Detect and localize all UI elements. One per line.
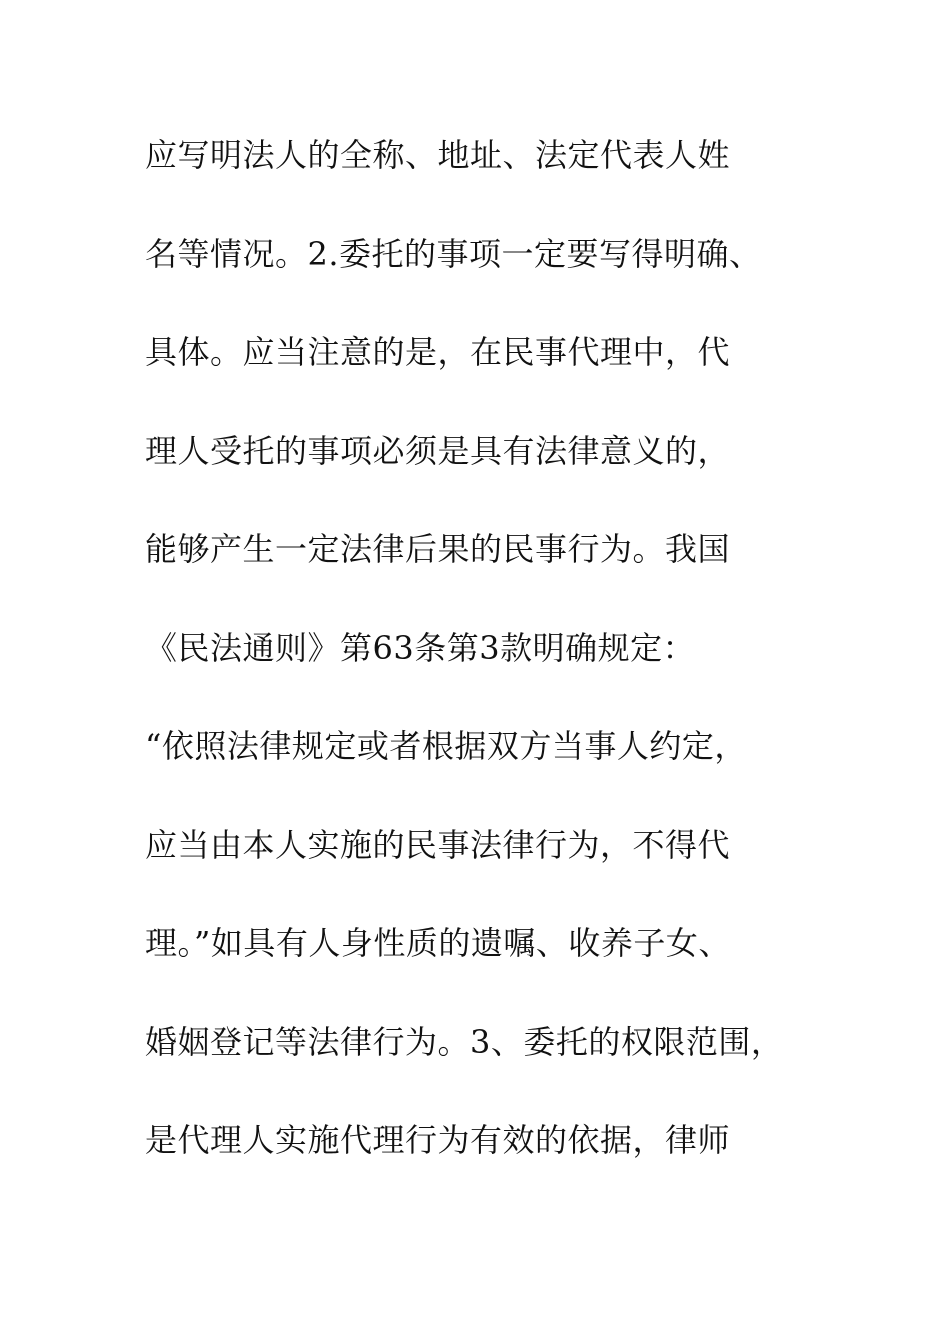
text-line: 理。”如具有人身性质的遗嘱、收养子女、 [145,924,731,962]
text-line: 《民法通则》第63条第3款明确规定： [145,628,696,667]
body-text [145,130,845,1214]
text-line: 婚姻登记等法律行为。3、委托的权限范围， [145,1022,784,1061]
text-line: “依照法律规定或者根据双方当事人约定， [145,727,747,765]
text-line: 应写明法人的全称、地址、法定代表人姓 [145,136,731,174]
text-line: 名等情况。2.委托的事项一定要写得明确、 [145,234,762,273]
text-line: 能够产生一定法律后果的民事行为。我国 [145,530,731,568]
text-line: 是代理人实施代理行为有效的依据，律师 [145,1121,731,1159]
text-line: 理人受托的事项必须是具有法律意义的， [145,431,731,470]
text-line: 具体。应当注意的是，在民事代理中，代 [145,333,731,371]
text-line: 应当由本人实施的民事法律行为，不得代 [145,825,731,864]
